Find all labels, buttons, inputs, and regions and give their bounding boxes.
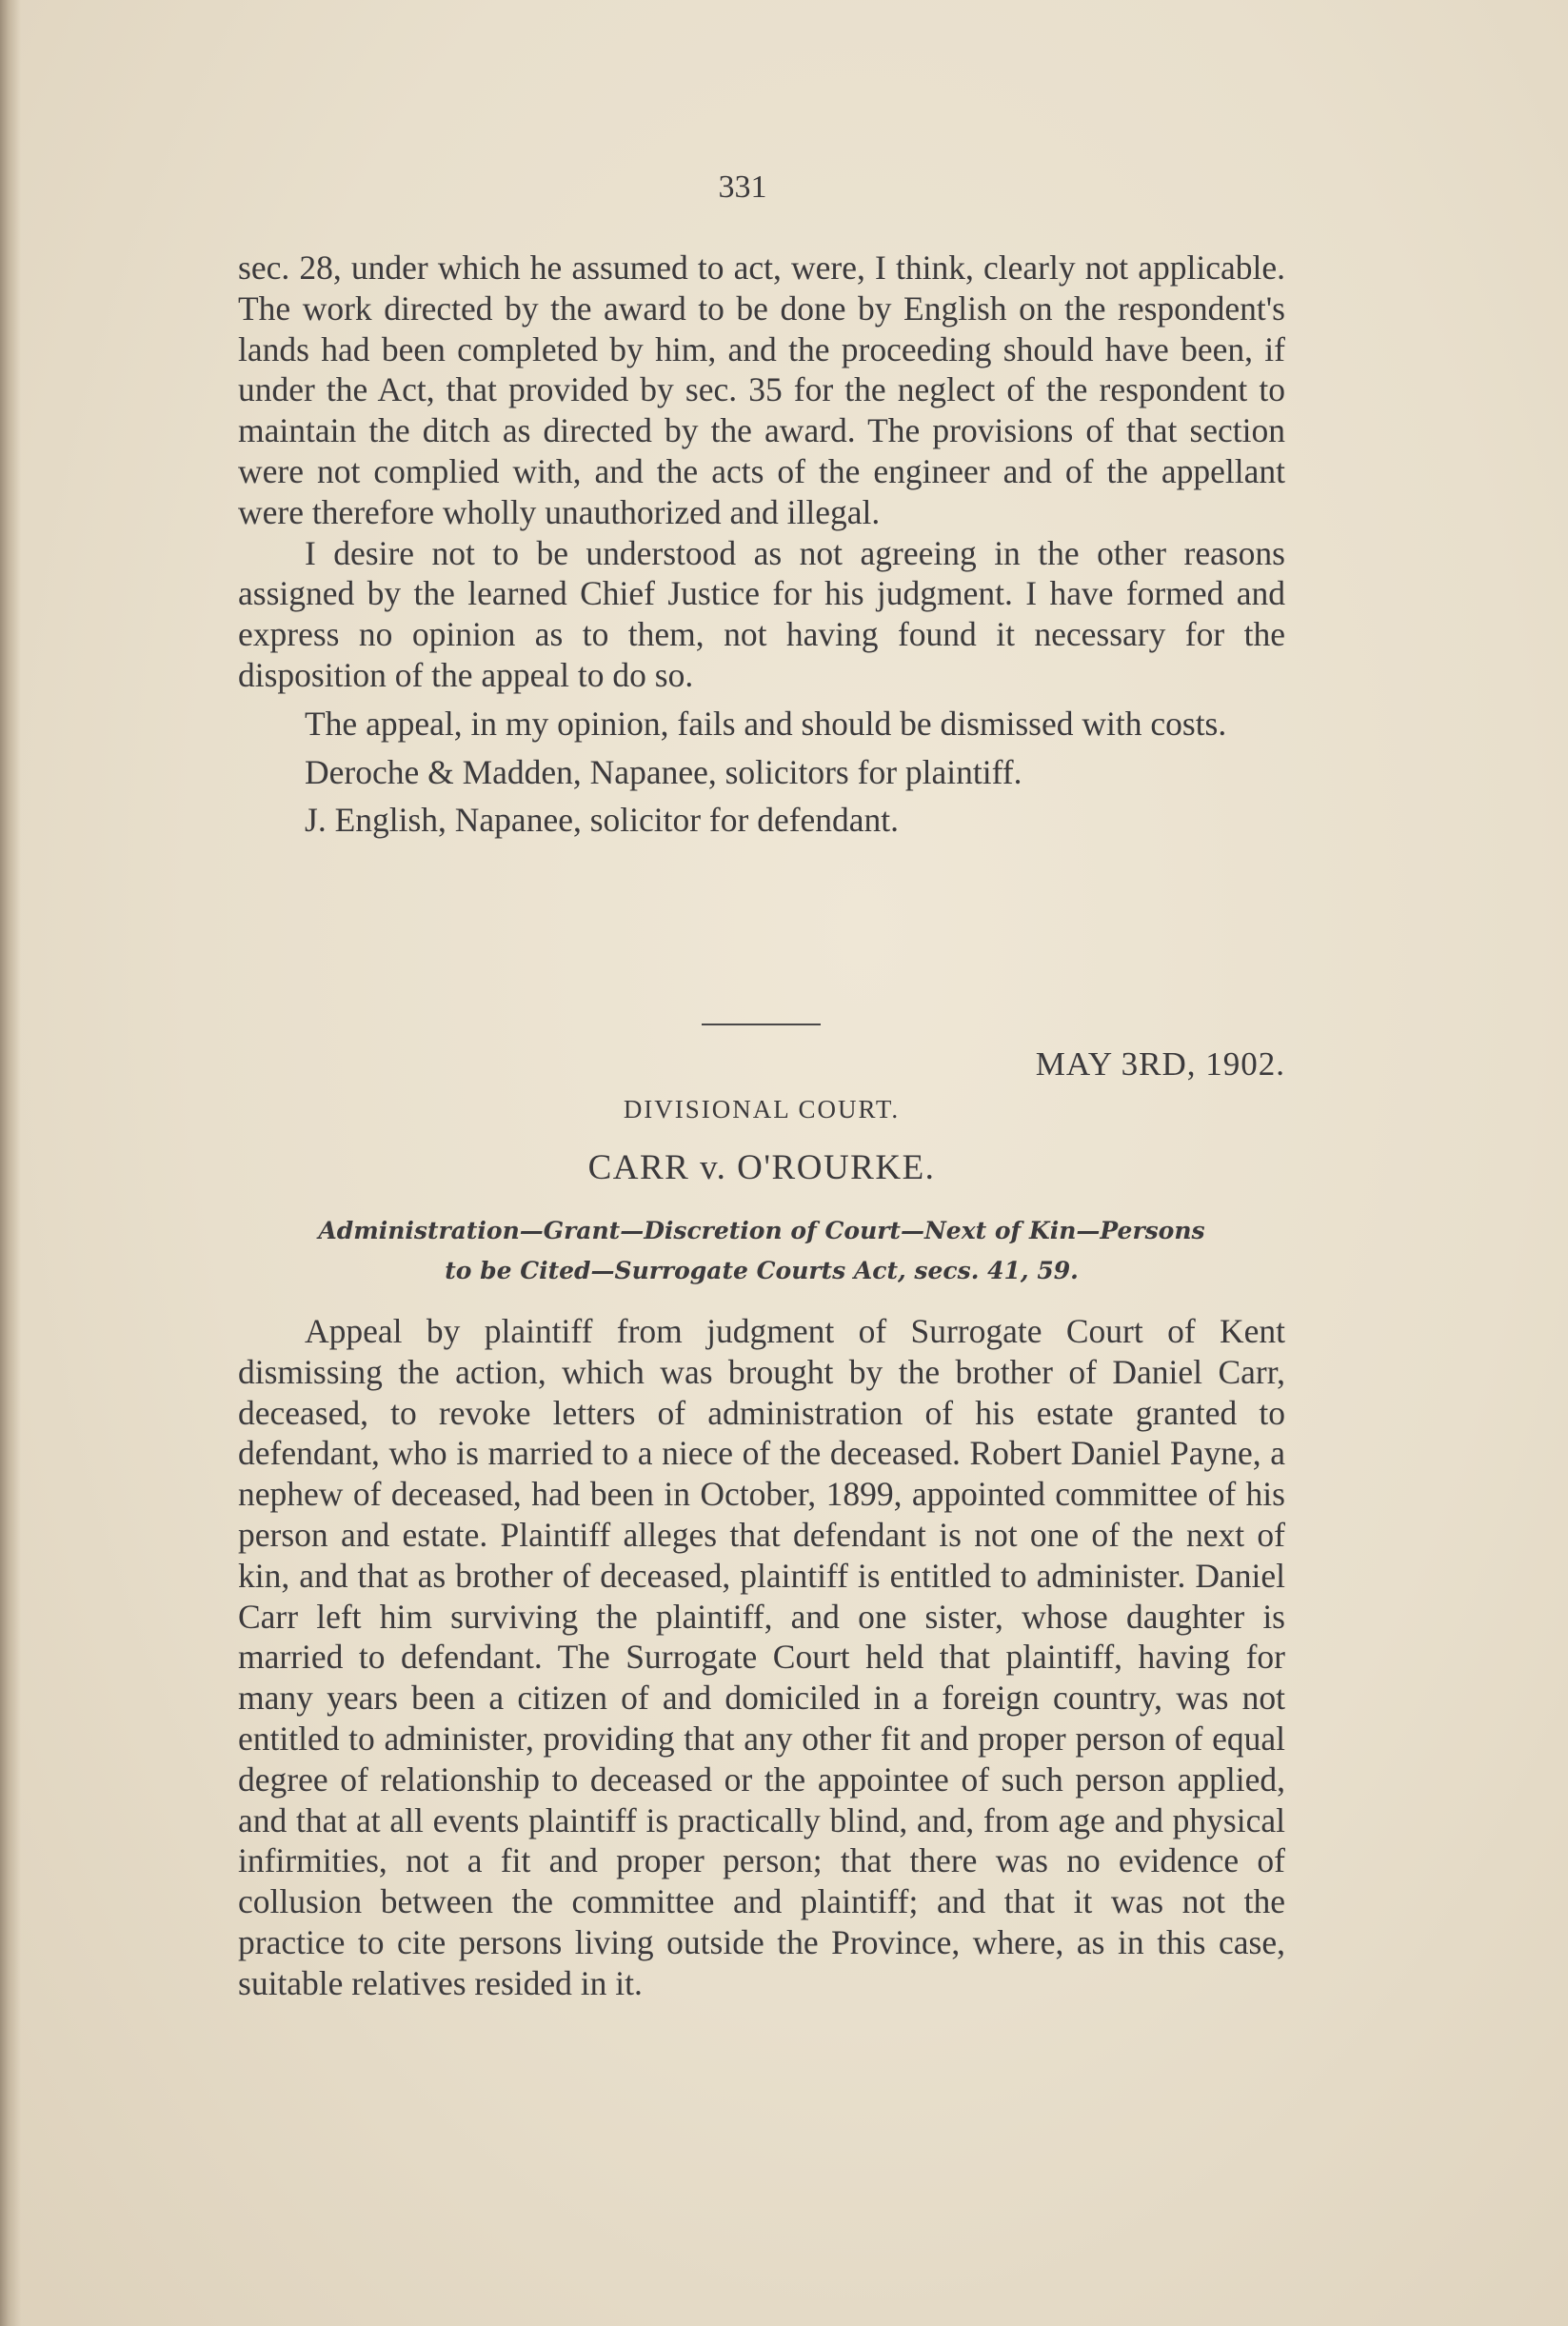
opinion-paragraph-1: sec. 28, under which he assumed to act, were, I think, clearly not applicable. The work directed by the award to be done by English on the respondent's lands had been completed by him, and the proceeding should have been, if under the Act, that provided by sec. 35 for the neglect of the respondent to maintain the ditch as directed by the award. The provisions of that section were not complied with, and the acts of the engineer and of the appellant were therefore wholly unauthorized and illegal. [238,249,1285,531]
page-number: 331 [718,169,767,205]
decision-date: MAY 3RD, 1902. [1035,1045,1285,1083]
case-body-paragraph: Appeal by plaintiff from judgment of Surrogate Court of Kent dismissing the action, which was brought by the brother of Daniel Carr, deceased, to revoke letters of administration of his estate granted to defendant, who is married to a niece of the deceased. Robert Daniel Payne, a nephew of deceased, had been in October, 1899, appointed committee of his person and estate. Plaintiff alleges that defendant is not one of the next of kin, and that as brother of deceased, plaintiff is entitled to administer. Daniel Carr left him surviving the plaintiff, and one sister, whose daughter is married to defendant. The Surrogate Court held that plaintiff, having for many years been a citizen of and domiciled in a foreign country, was not entitled to administer, providing that any other fit and proper person of equal degree of relationship to deceased or the appointee of such person applied, and that at all events plaintiff is practically blind, and, from age and physical infirmities, not a fit and proper person; that there was no evidence of collusion between the committee and plaintiff; and that it was not the practice to cite persons living outside the Province, where, as in this case, suitable relatives resided in it. [238,1312,1285,2002]
headnote-line-2: to be Cited—Surrogate Courts Act, secs. 41, 59. [445,1257,1079,1284]
opinion-continuation [238,248,1285,841]
court-name: DIVISIONAL COURT. [623,1095,901,1123]
case-title: CARR v. O'ROURKE. [587,1148,936,1187]
solicitors-defendant: J. English, Napanee, solicitor for defendant. [305,801,900,840]
book-gutter [0,0,21,2326]
section-divider [702,1024,821,1025]
opinion-paragraph-2: I desire not to be understood as not agreeing in the other reasons assigned by the learned Chief Justice for his judgment. I have formed and express no opinion as to them, not having found it necessary for the disposition of the appeal to do so. [238,533,1285,694]
case-body [238,1311,1285,2004]
opinion-paragraph-3: The appeal, in my opinion, fails and should be dismissed with costs. [305,704,1227,743]
solicitors-plaintiff: Deroche & Madden, Napanee, solicitors for plaintiff. [305,752,1022,791]
headnote-line-1: Administration—Grant—Discretion of Court—Next of Kin—Persons [318,1217,1205,1244]
headnote [228,1211,1295,1291]
